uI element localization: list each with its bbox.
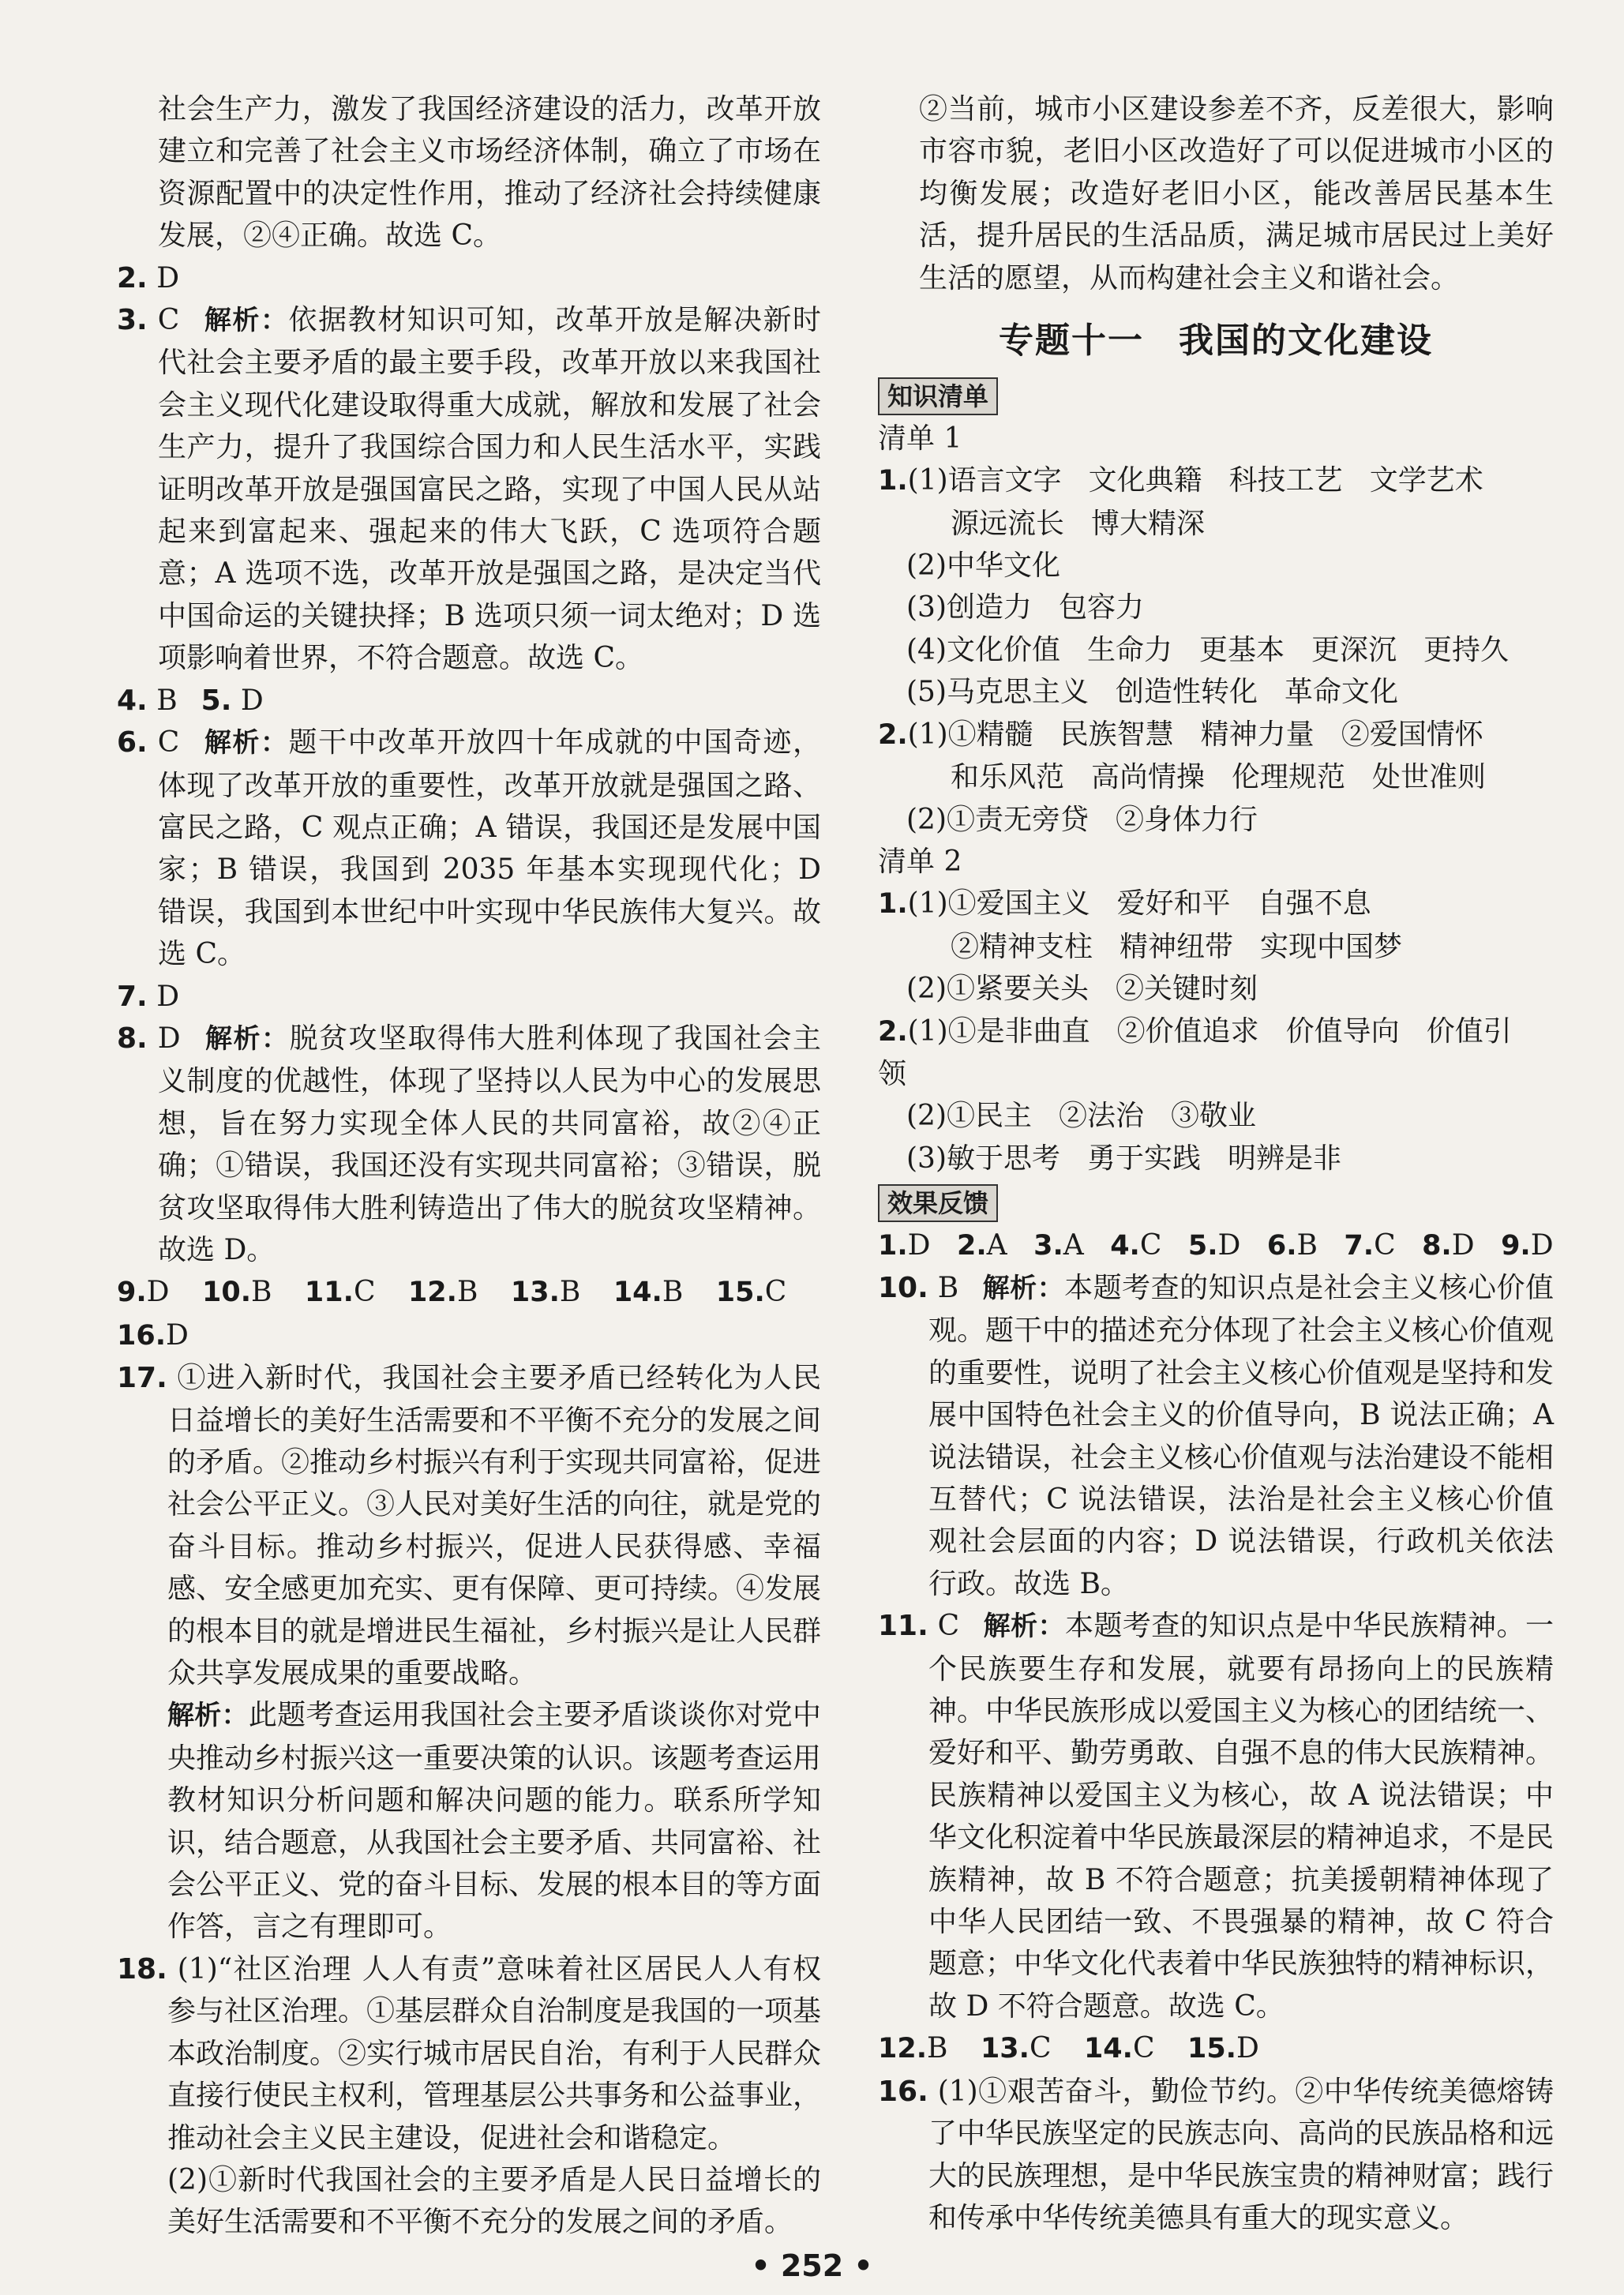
list-1-item-2-line (878, 756, 1554, 798)
q-num: 10. (878, 1271, 928, 1304)
term: (1)①爱国主义 (907, 887, 1090, 921)
q-answer: D (156, 980, 180, 1013)
q-answer: A (1063, 1228, 1084, 1262)
list-1-item-1-line (878, 545, 1554, 587)
q-answer: D (1530, 1228, 1554, 1262)
q-answer: D (1451, 1228, 1475, 1262)
q-answer: B (156, 684, 178, 717)
q-num: 1. (878, 1229, 908, 1262)
q-answer: D (166, 1318, 189, 1352)
answer-11 (878, 1605, 1554, 2027)
q-num: 16. (878, 2075, 928, 2108)
q-answer: C (157, 304, 180, 337)
analysis-17 (117, 1694, 821, 1948)
q-num: 11. (304, 1277, 354, 1309)
q-num: 3. (1033, 1229, 1063, 1262)
badge-feedback: 效果反馈 (878, 1184, 998, 1222)
analysis-label: 解析： (983, 1611, 1065, 1643)
section-name: 我国的文化建设 (1179, 321, 1433, 362)
right-column (878, 88, 1554, 2239)
answer-8 (117, 1018, 821, 1271)
list-2-item-1-line (878, 926, 1554, 968)
answer-18 (117, 1948, 821, 2159)
left-column (117, 88, 821, 2244)
q-num: 5. (1187, 1229, 1218, 1262)
term: ②身体力行 (1116, 803, 1258, 836)
q-num: 14. (613, 1277, 662, 1309)
term: 包容力 (1059, 591, 1145, 624)
q-num: 15. (715, 1277, 765, 1309)
list-2-item-2-line (878, 1095, 1554, 1137)
answer-16 (878, 2071, 1554, 2240)
term: (1)①是非曲直 (907, 1014, 1090, 1048)
q-answer: B (456, 1276, 478, 1309)
section-number: 专题十一 (999, 321, 1144, 362)
term: (3)创造力 (906, 591, 1032, 624)
q-answer: C (157, 726, 180, 759)
term: 自强不息 (1257, 887, 1371, 921)
term: (5)马克思主义 (906, 676, 1089, 709)
q-num: 4. (117, 684, 148, 717)
q-num: 4. (1110, 1229, 1140, 1262)
analysis-text: 题干中改革开放四十年成就的中国奇迹，体现了改革开放的重要性，改革开放就是强国之路、富民之路，C 观点正确；A 错误，我国还是发展中国家；B 错误，我国到 2035 年基本实现现代化；D 错误，我国到本世纪中叶实现中华民族伟大复兴。故选 C。 (158, 726, 821, 971)
q-answer: C (1132, 2032, 1155, 2065)
term: (2)①民主 (906, 1100, 1032, 1133)
analysis-text: 依据教材知识可知，改革开放是解决新时代社会主要矛盾的最主要手段，改革开放以来我国社会主义现代化建设取得重大成就，解放和发展了社会生产力，提升了我国综合国力和人民生活水平，实践证明改革开放是强国富民之路，实现了中国人民从站起来到富起来、强起来的伟大飞跃，C 选项符合题意；A 选项不选，改革开放是强国之路，是决定当代中国命运的关键抉择；B 选项只须一词太绝对；D 选项影响着世界，不符合题意。故选 C。 (158, 304, 821, 675)
q-num: 12. (878, 2033, 928, 2065)
term: (4)文化价值 (906, 633, 1060, 666)
term: ③敬业 (1171, 1100, 1257, 1133)
term: ②精神支柱 (951, 930, 1093, 963)
analysis-label: 解析： (203, 727, 289, 759)
term: 科技工艺 (1228, 464, 1343, 497)
q-answer: B (559, 1276, 581, 1309)
answer-7 (117, 976, 821, 1018)
term: 明辨是非 (1228, 1142, 1342, 1175)
analysis-label: 解析： (204, 1022, 290, 1055)
analysis-text: 本题考查的知识点是中华民族精神。一个民族要生存和发展，就要有昂扬向上的民族精神。中华民族形成以爱国主义为核心的团结统一、爱好和平、勤劳勇敢、自强不息的伟大民族精神。民族精神以爱国主义为核心，故 A 说法错误；中华文化积淀着中华民族最深层的精神追求，不是民族精神，故 B 不符合题意；抗美援朝精神体现了中华人民团结一致、不畏强暴的精神，故 C 符合题意；中华文化代表着中华民族独特的精神标识，故 D 不符合题意。故选 C。 (928, 1610, 1555, 2023)
answer-10 (878, 1267, 1554, 1605)
term: 和乐风范 (951, 761, 1065, 794)
q-answer: C (1374, 1228, 1396, 1262)
answers-9-16 (117, 1271, 821, 1357)
term: (2)中华文化 (906, 549, 1060, 583)
q-answer: C (764, 1276, 787, 1309)
analysis-label: 解析： (203, 305, 289, 337)
term: ②关键时刻 (1116, 973, 1258, 1006)
term: 博大精深 (1091, 507, 1206, 540)
term: 高尚情操 (1091, 761, 1206, 794)
answer-6 (117, 722, 821, 975)
q-answer: D (157, 1022, 181, 1055)
q-num: 2. (956, 1229, 987, 1262)
term: 伦理规范 (1232, 761, 1346, 794)
q-num: 17. (117, 1362, 167, 1395)
answer-3 (117, 299, 821, 680)
term: 处世准则 (1372, 761, 1487, 794)
list-2-item-2-line (878, 1011, 1554, 1096)
term: (1)①精髓 (907, 718, 1033, 751)
q-num: 7. (1344, 1229, 1375, 1262)
term: 更深沉 (1311, 633, 1397, 666)
q-answer: C (937, 1610, 960, 1643)
q-answer: D (156, 261, 180, 294)
q-answer: B (937, 1271, 959, 1304)
answer-4-5 (117, 680, 821, 722)
term: (2)①责无旁贷 (906, 803, 1089, 836)
term: 源远流长 (951, 507, 1065, 540)
list-1-item-1-line (878, 629, 1554, 671)
q-num: 5. (201, 684, 232, 717)
term: 文化典籍 (1088, 464, 1202, 497)
term: ②法治 (1059, 1100, 1145, 1133)
q-num: 1. (878, 465, 908, 497)
answers-1-9 (878, 1224, 1554, 1267)
term: 勇于实践 (1087, 1142, 1202, 1175)
q-num: 8. (1422, 1229, 1452, 1262)
analysis-text: 此题考查运用我国社会主要矛盾谈谈你对党中央推动乡村振兴这一重要决策的认识。该题考查运用教材知识分析问题和解决问题的能力。联系所学知识，结合题意，从我国社会主要矛盾、共同富裕、社会公平正义、党的奋斗目标、发展的根本目的等方面作答，言之有理即可。 (167, 1699, 822, 1944)
term: 价值导向 (1285, 1014, 1400, 1048)
analysis-text: 脱贫攻坚取得伟大胜利体现了我国社会主义制度的优越性，体现了坚持以人民为中心的发展思想，旨在努力实现全体人民的共同富裕，故②④正确；①错误，我国还没有实现共同富裕；③错误，脱贫攻坚取得伟大胜利铸造出了伟大的脱贫攻坚精神。故选 D。 (158, 1022, 822, 1266)
q-answer: C (353, 1276, 376, 1309)
q-answer: D (907, 1228, 931, 1262)
q-num: 6. (1266, 1229, 1297, 1262)
list-1-item-2-line (878, 799, 1554, 841)
term: (3)敏于思考 (906, 1142, 1060, 1175)
q-num: 13. (980, 2033, 1030, 2065)
q-num: 15. (1187, 2033, 1236, 2065)
intro-paragraph: 社会生产力，激发了我国经济建设的活力，改革开放建立和完善了社会主义市场经济体制，确立了市场在资源配置中的决定性作用，推动了经济社会持续健康发展，②④正确。故选 C。 (158, 93, 821, 253)
q-num: 10. (201, 1277, 251, 1309)
q-answer: D (146, 1276, 170, 1309)
continued-paragraph: ②当前，城市小区建设参差不齐，反差很大，影响市容市貌，老旧小区改造好了可以促进城市小区的均衡发展；改造好老旧小区，能改善居民基本生活，提升居民的生活品质，满足城市居民过上美好生活的愿望，从而构建社会主义和谐社会。 (919, 93, 1554, 294)
analysis-text: 本题考查的知识点是社会主义核心价值观。题干中的描述充分体现了社会主义核心价值观的重要性，说明了社会主义核心价值观是坚持和发展中国特色社会主义的价值导向，B 说法正确；A 说法错误，社会主义核心价值观与法治建设不能相互替代；C 说法错误，法治是社会主义核心价值观社会层面的内容；D 说法错误，行政机关依法行政。故选 B。 (928, 1271, 1555, 1600)
answer-text: ①进入新时代，我国社会主要矛盾已经转化为人民日益增长的美好生活需要和不平衡不充分的发展之间的矛盾。②推动乡村振兴有利于实现共同富裕，促进社会公平正义。③人民对美好生活的向往，就是党的奋斗目标。推动乡村振兴，促进人民获得感、幸福感、安全感更加充实、更有保障、更可持续。④发展的根本目的就是增进民生福祉，乡村振兴是让人民群众共享发展成果的重要战略。 (167, 1362, 822, 1690)
q-num: 2. (878, 1015, 908, 1048)
list-1-heading: 清单 1 (878, 422, 962, 455)
list-2-heading: 清单 2 (878, 845, 962, 878)
answer-17 (117, 1357, 821, 1694)
term: 更持久 (1423, 633, 1510, 666)
term: 民族智慧 (1060, 718, 1174, 751)
term: ②爱国情怀 (1341, 718, 1483, 751)
q-num: 8. (117, 1022, 148, 1055)
list-1-item-1-line (878, 459, 1554, 502)
q-num: 2. (878, 718, 908, 751)
term: 更基本 (1199, 633, 1285, 666)
q-num: 2. (117, 261, 148, 294)
q-answer: B (927, 2032, 948, 2065)
q-num: 16. (117, 1319, 167, 1352)
list-1-item-1-line (878, 671, 1554, 713)
analysis-label: 解析： (167, 1700, 249, 1732)
term: 革命文化 (1285, 676, 1399, 709)
list-1-item-1-line (878, 503, 1554, 545)
q-num: 9. (1501, 1229, 1531, 1262)
q-num: 7. (117, 980, 148, 1013)
term: 精神纽带 (1120, 930, 1234, 963)
badge-knowledge-list: 知识清单 (878, 377, 998, 415)
q-num: 14. (1083, 2033, 1133, 2065)
q-answer: C (1029, 2032, 1052, 2065)
q-num: 3. (117, 304, 148, 337)
term: 精神力量 (1200, 718, 1315, 751)
list-2-item-1-line (878, 968, 1554, 1010)
term: 生命力 (1087, 633, 1173, 666)
page-number: • 252 • (751, 2248, 873, 2283)
section-title (878, 320, 1554, 362)
q-num: 1. (878, 888, 908, 921)
list-1-item-1-line (878, 587, 1554, 628)
q-answer: A (986, 1228, 1007, 1262)
term: (2)①紧要关头 (906, 973, 1089, 1006)
q-answer: C (1139, 1228, 1162, 1262)
term: (1)语言文字 (907, 464, 1062, 497)
list-2-item-1-line (878, 883, 1554, 925)
q-num: 18. (117, 1952, 167, 1986)
q-answer: B (251, 1276, 272, 1309)
q-answer: D (1236, 2032, 1259, 2065)
q-answer: B (1296, 1228, 1318, 1262)
term: 价值引领 (878, 1014, 1512, 1090)
q-num: 12. (407, 1277, 457, 1309)
q-num: 6. (117, 726, 148, 759)
q-num: 13. (510, 1277, 560, 1309)
q-answer: D (240, 684, 264, 717)
q-num: 11. (878, 1610, 928, 1643)
q-answer: B (662, 1276, 684, 1309)
term: 创造性转化 (1116, 676, 1258, 709)
answer-text: (1)“社区治理 人人有责”意味着社区居民人人有权参与社区治理。①基层群众自治制度是我国的一项基本政治制度。②实行城市居民自治，有利于人民群众直接行使民主权利，管理基层公共事务和公益事业，推动社会主义民主建设，促进社会和谐稳定。 (167, 1952, 822, 2154)
term: 爱好和平 (1116, 887, 1231, 921)
q-answer: D (1217, 1228, 1241, 1262)
q-num: 9. (117, 1277, 147, 1309)
term: 实现中国梦 (1260, 930, 1403, 963)
answers-12-15 (878, 2027, 1554, 2070)
answer-2 (117, 257, 821, 299)
list-1-item-2-line (878, 714, 1554, 756)
answer-text: (1)①艰苦奋斗，勤俭节约。②中华传统美德熔铸了中华民族坚定的民族志向、高尚的民族品格和远大的民族理想，是中华民族宝贵的精神财富；践行和传承中华传统美德具有重大的现实意义。 (928, 2075, 1555, 2234)
analysis-label: 解析： (982, 1272, 1065, 1304)
term: ②价值追求 (1116, 1014, 1259, 1048)
term: 文学艺术 (1369, 464, 1483, 497)
list-2-item-2-line (878, 1138, 1554, 1179)
answer-18-part2: (2)①新时代我国社会的主要矛盾是人民日益增长的美好生活需要和不平衡不充分的发展之间的矛盾。 (167, 2163, 821, 2239)
